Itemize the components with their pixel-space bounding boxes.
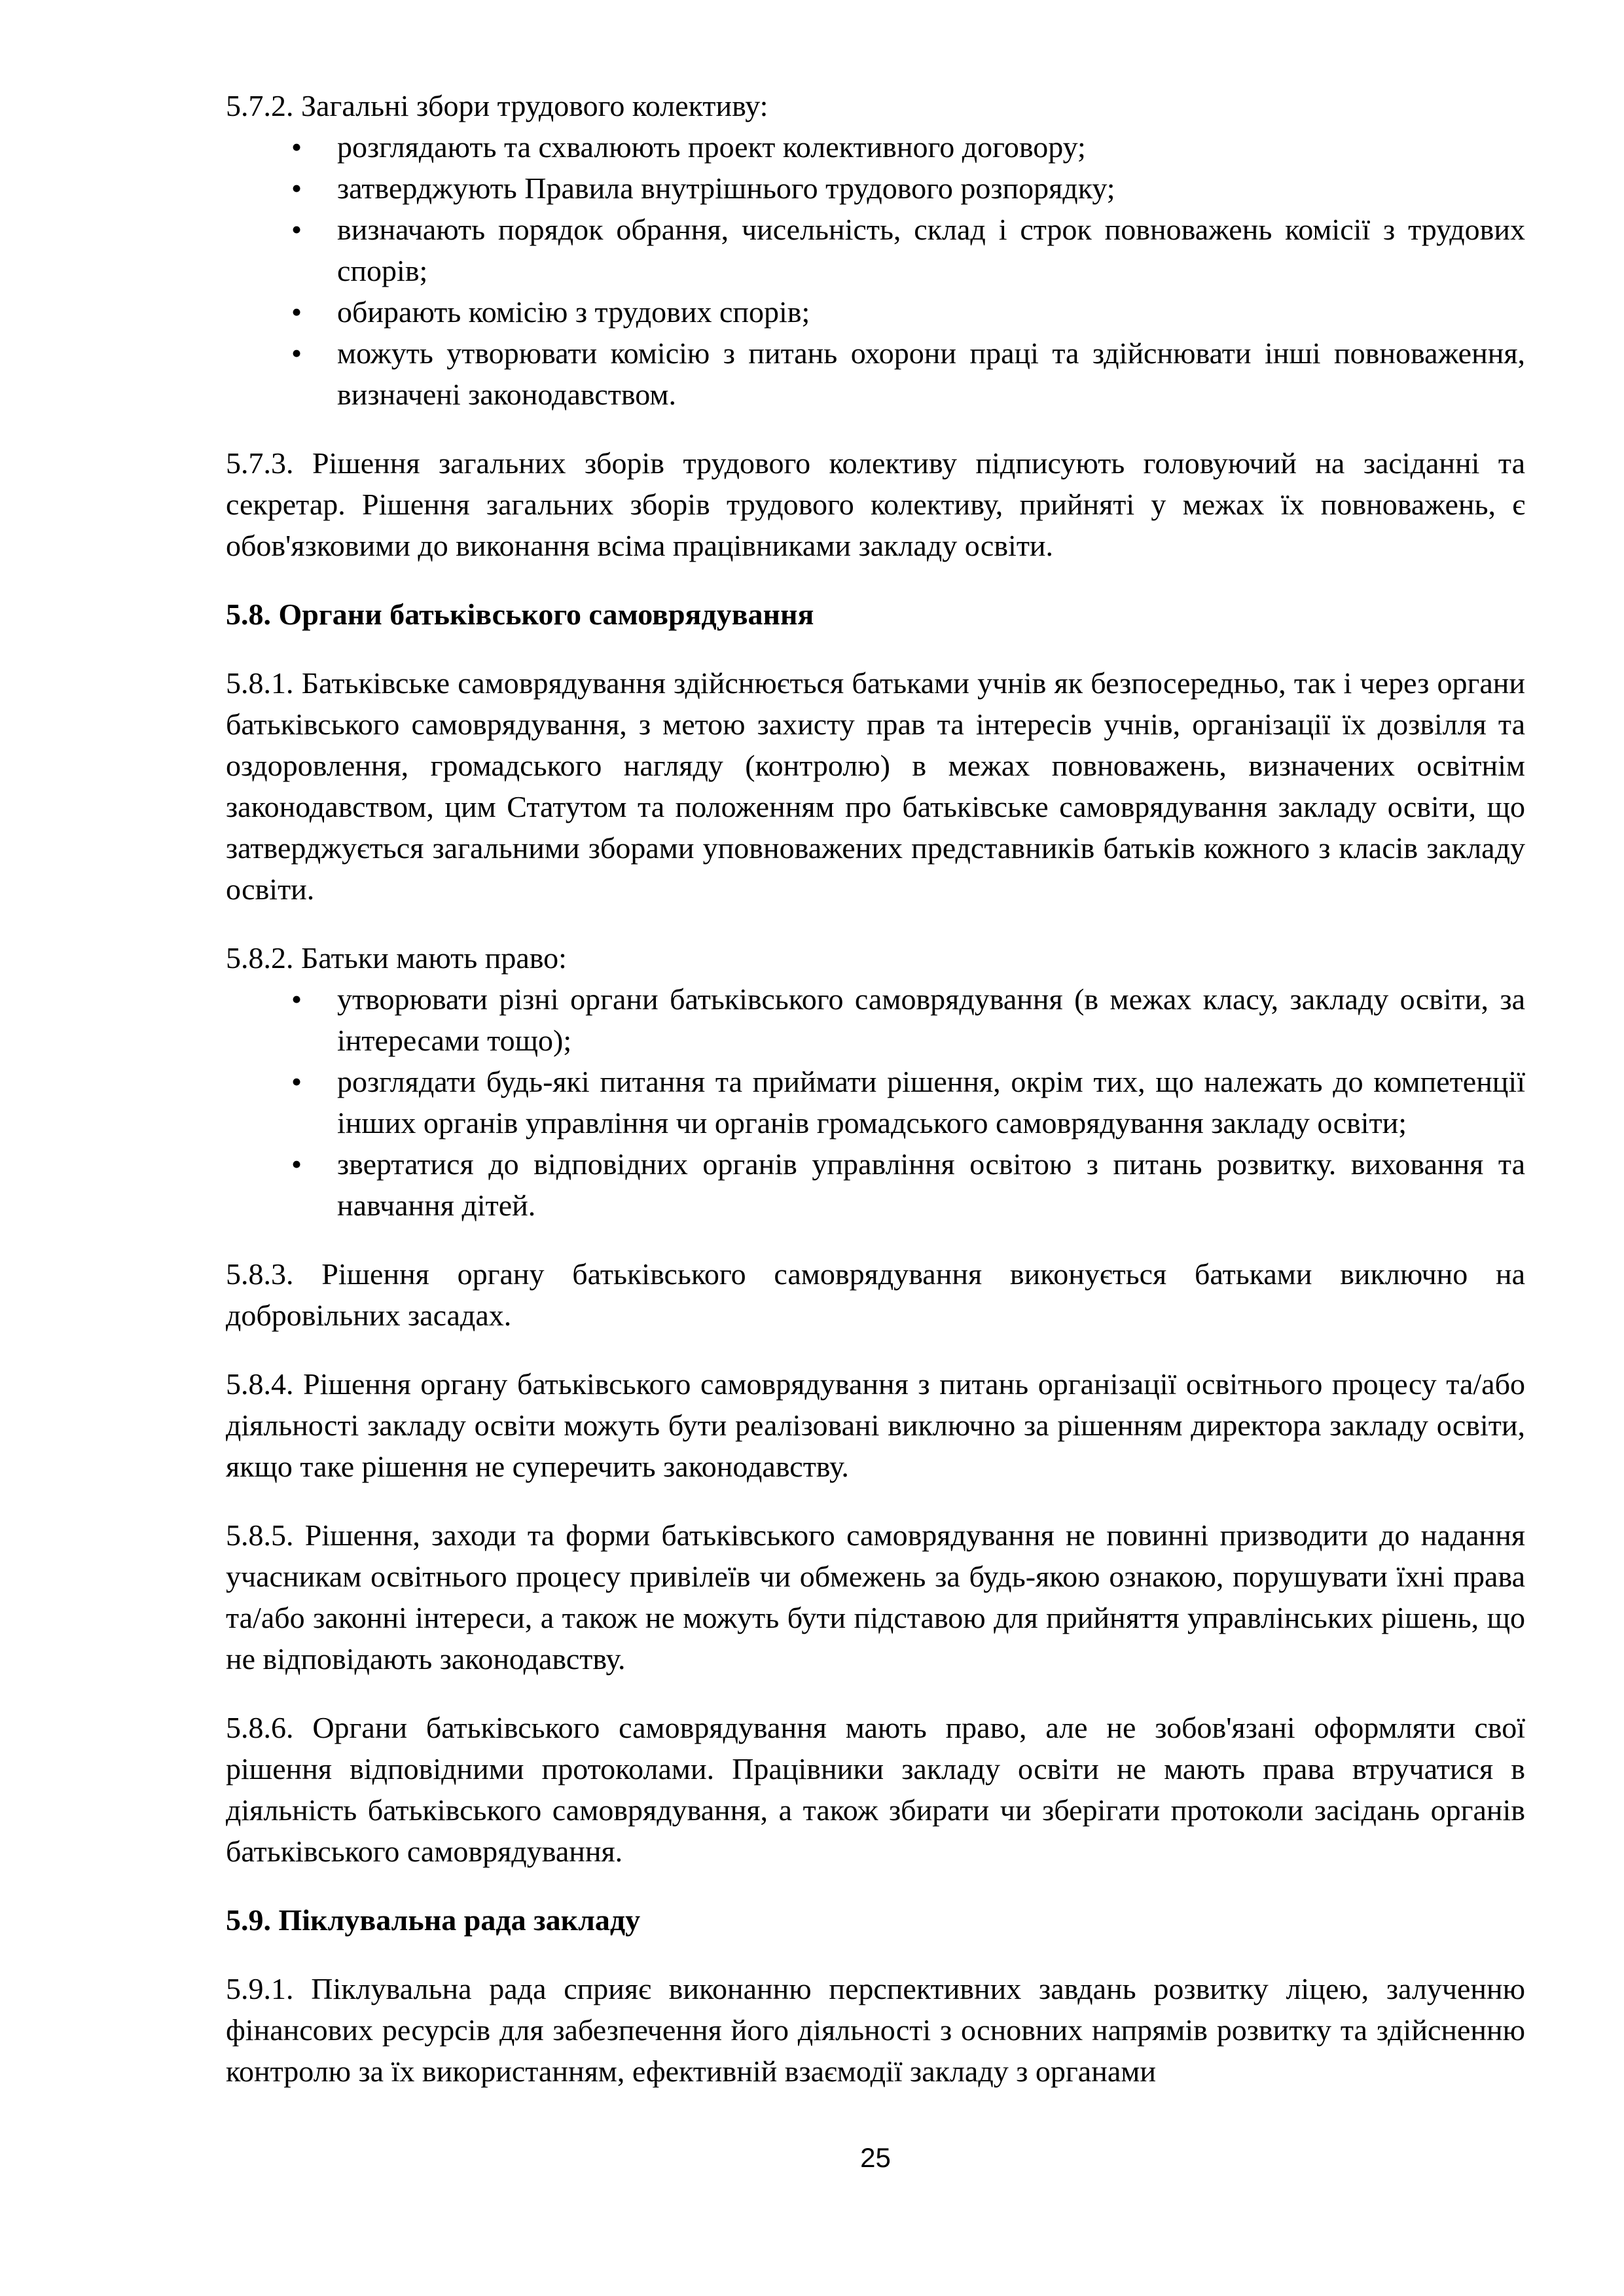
paragraph-5-8-6: 5.8.6. Органи батьківського самоврядування мають право, але не зобов'язані оформляти свої рішення відповідними протоколами. Працівники закладу освіти не мають права втручатися в діяльність батьківського самоврядування, а також збирати чи зберігати протоколи засідань органів батьківського самоврядування. (226, 1711, 1525, 1868)
paragraph-5-8-4: 5.8.4. Рішення органу батьківського самоврядування з питань організації освітнього процесу та/або діяльності закладу освіти можуть бути реалізовані виключно за рішенням директора закладу освіти, якщо таке рішення не суперечить законодавству. (226, 1367, 1525, 1483)
list-item: • обирають комісію з трудових спорів; (337, 291, 1525, 332)
list-item: • розглядають та схвалюють проект колективного договору; (337, 126, 1525, 168)
section-heading-5-8: 5.8. Органи батьківського самоврядування (226, 598, 814, 631)
bullet-list-5-7-2 (226, 126, 1525, 415)
list-item: • утворювати різні органи батьківського самоврядування (в межах класу, закладу освіти, за інтересами тощо); (337, 978, 1525, 1061)
paragraph-5-8-1: 5.8.1. Батьківське самоврядування здійснюється батьками учнів як безпосередньо, так і через органи батьківського самоврядування, з метою захисту прав та інтересів учнів, організації їх дозвілля та оздоровлення, громадського нагляду (контролю) в межах повноважень, визначених освітнім законодавством, цим Статутом та положенням про батьківське самоврядування закладу освіти, що затверджується загальними зборами уповноважених представників батьків кожного з класів закладу освіти. (226, 666, 1525, 906)
bullet-list-5-8-2 (226, 978, 1525, 1226)
paragraph-5-9-1: 5.9.1. Піклувальна рада сприяє виконанню перспективних завдань розвитку ліцею, залученню фінансових ресурсів для забезпечення його діяльності з основних напрямів розвитку та здійсненню контролю за їх використанням, ефективній взаємодії закладу з органами (226, 1972, 1525, 2088)
paragraph-5-8-2-intro: 5.8.2. Батьки мають право: (226, 941, 567, 975)
document-content (226, 85, 1525, 2119)
list-item: • можуть утворювати комісію з питань охорони праці та здійснювати інші повноваження, визначені законодавством. (337, 332, 1525, 415)
paragraph-5-7-2-intro: 5.7.2. Загальні збори трудового колективу: (226, 89, 768, 122)
list-item: • розглядати будь-які питання та приймати рішення, окрім тих, що належать до компетенції інших органів управління чи органів громадського самоврядування закладу освіти; (337, 1061, 1525, 1143)
paragraph-5-7-3: 5.7.3. Рішення загальних зборів трудового колективу підписують головуючий на засіданні та секретар. Рішення загальних зборів трудового колективу, прийняті у межах їх повноважень, є обов'язковими до виконання всіма працівниками закладу освіти. (226, 446, 1525, 562)
page-number: 25 (860, 2142, 891, 2173)
list-item: • визначають порядок обрання, чисельність, склад і строк повноважень комісії з трудових спорів; (337, 209, 1525, 291)
section-heading-5-9: 5.9. Піклувальна рада закладу (226, 1903, 641, 1937)
paragraph-5-8-3: 5.8.3. Рішення органу батьківського самоврядування виконується батьками виключно на добровільних засадах. (226, 1257, 1525, 1332)
paragraph-5-8-5: 5.8.5. Рішення, заходи та форми батьківського самоврядування не повинні призводити до надання учасникам освітнього процесу привілеїв чи обмежень за будь-якою ознакою, порушувати їхні права та/або законні інтереси, а також не можуть бути підставою для прийняття управлінських рішень, що не відповідають законодавству. (226, 1518, 1525, 1676)
list-item: • звертатися до відповідних органів управління освітою з питань розвитку. виховання та навчання дітей. (337, 1143, 1525, 1226)
list-item: • затверджують Правила внутрішнього трудового розпорядку; (337, 168, 1525, 209)
